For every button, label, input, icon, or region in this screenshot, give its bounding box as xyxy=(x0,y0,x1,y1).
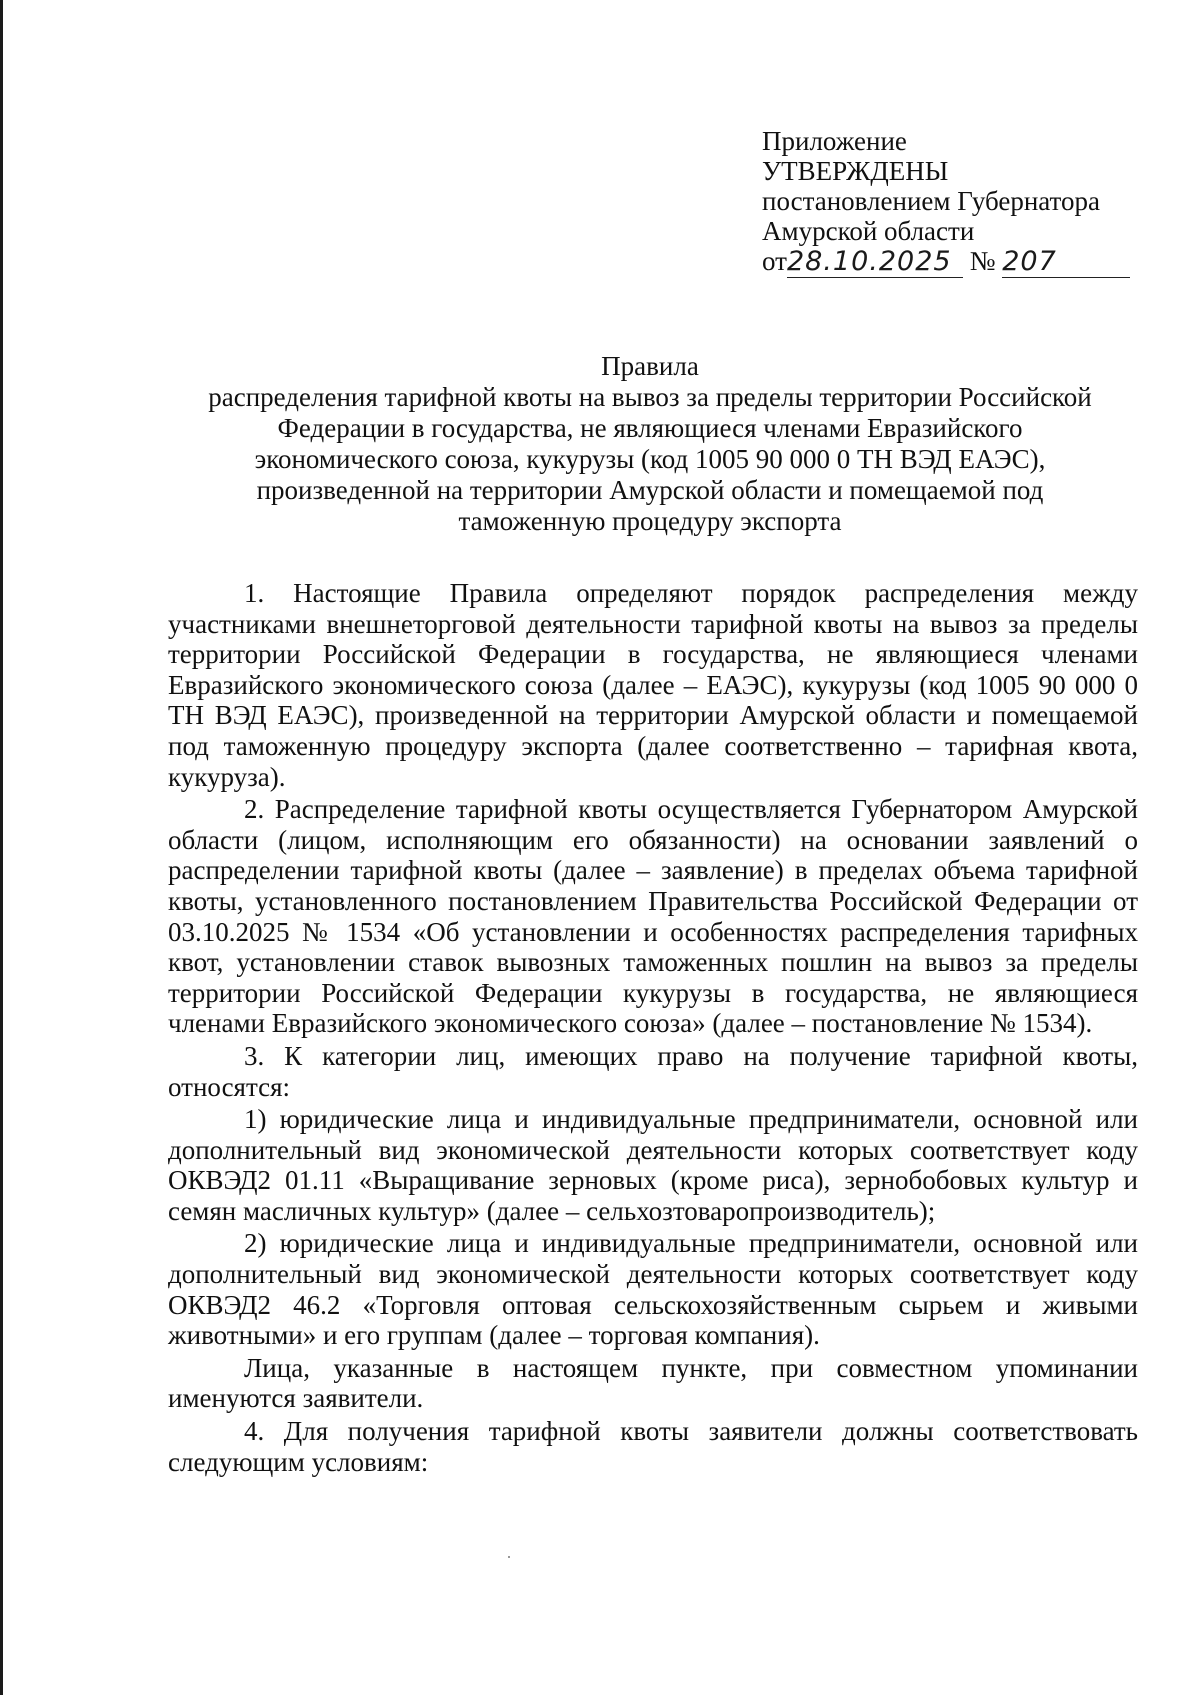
decree-number-field xyxy=(1002,246,1130,278)
paragraph-1: 1. Настоящие Правила определяют порядок распределения между участниками внешнеторговой деятельности тарифной квоты на вывоз за пределы территории Российской Федерации в государства, не являющиеся членами Евразийского экономического союза (далее – ЕАЭС), кукурузы (код 1005 90 000 0 ТН ВЭД ЕАЭС), произведенной на территории Амурской области и помещаемой под таможенную процедуру экспорта (далее соответственно – тарифная квота, кукуруза). xyxy=(168,578,1138,792)
number-prefix: № xyxy=(969,246,996,276)
decree-number-handwritten: 207 xyxy=(1002,246,1057,277)
document-subtitle-line-5: таможенную процедуру экспорта xyxy=(458,506,842,536)
decree-date-field xyxy=(787,246,963,278)
paragraph-3: 3. К категории лиц, имеющих право на получение тарифной квоты, относятся: xyxy=(168,1040,1138,1102)
document-heading: Правила xyxy=(601,351,699,381)
document-title-block xyxy=(150,351,1150,537)
decree-by-label: постановлением Губернатора xyxy=(762,186,1100,216)
approved-label: УТВЕРЖДЕНЫ xyxy=(762,156,949,186)
approval-stamp-block xyxy=(762,126,1182,278)
document-body xyxy=(168,578,1138,1479)
region-label: Амурской области xyxy=(762,216,975,246)
document-subtitle-line-3: экономического союза, кукурузы (код 1005 90 000 0 ТН ВЭД ЕАЭС), xyxy=(254,444,1046,474)
scan-speck xyxy=(508,1556,510,1558)
document-subtitle-line-2: Федерации в государства, не являющиеся членами Евразийского xyxy=(277,413,1023,443)
paragraph-2: 2. Распределение тарифной квоты осуществляется Губернатором Амурской области (лицом, исполняющим его обязанности) на основании заявлений о распределении тарифной квоты (далее – заявление) в пределах объема тарифной квоты, установленного постановлением Правительства Российской Федерации от 03.10.2025 № 1534 «Об установлении и особенностях распределения тарифных квот, установлении ставок вывозных таможенных пошлин на вывоз за пределы территории Российской Федерации кукурузы в государства, не являющиеся членами Евразийского экономического союза» (далее – постановление № 1534). xyxy=(168,794,1138,1039)
document-subtitle-line-4: произведенной на территории Амурской области и помещаемой под xyxy=(256,475,1044,505)
decree-date-number-line xyxy=(762,246,1182,278)
paragraph-3-item-1: 1) юридические лица и индивидуальные предприниматели, основной или дополнительный вид экономической деятельности которых соответствует коду ОКВЭД2 01.11 «Выращивание зерновых (кроме риса), зернобобовых культур и семян масличных культур» (далее – сельхозтоваропроизводитель); xyxy=(168,1104,1138,1226)
decree-date-handwritten: 28.10.2025 xyxy=(786,246,952,277)
document-subtitle-line-1: распределения тарифной квоты на вывоз за пределы территории Российской xyxy=(208,382,1092,412)
date-prefix: от xyxy=(762,246,787,276)
appendix-label: Приложение xyxy=(762,126,907,156)
scan-left-edge xyxy=(0,0,3,1695)
paragraph-3-summary: Лица, указанные в настоящем пункте, при совместном упоминании именуются заявители. xyxy=(168,1352,1138,1414)
paragraph-4: 4. Для получения тарифной квоты заявители должны соответствовать следующим условиям: xyxy=(168,1416,1138,1477)
paragraph-3-item-2: 2) юридические лица и индивидуальные предприниматели, основной или дополнительный вид экономической деятельности которых соответствует коду ОКВЭД2 46.2 «Торговля оптовая сельскохозяйственным сырьем и живыми животными» и его группам (далее – торговая компания). xyxy=(168,1228,1138,1351)
